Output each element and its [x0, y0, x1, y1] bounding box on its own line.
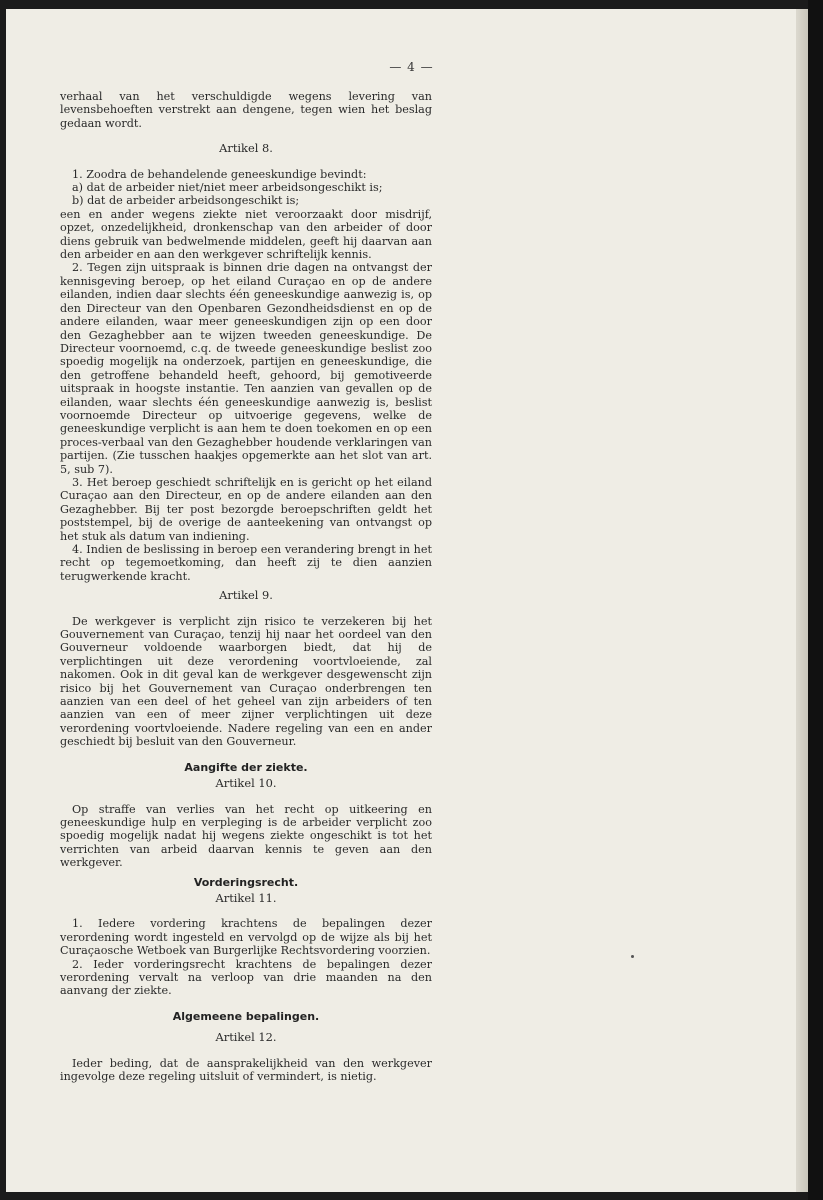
article-8-para-2: 2. Tegen zijn uitspraak is binnen drie dagen na ontvangst der kennisgeving beroep, op het eiland Curaçao en op de andere eilanden, indien daar slechts één geneeskundige aanwezig is, op den Directeur van den Openbaren Gezondheidsdienst en op de andere eilanden, waar meer geneeskundigen zijn op een door den Gezaghebber aan te wijzen tweeden geneeskundige. De Directeur voornoemd, c.q. de tweede geneeskundige beslist zoo spoedig mogelijk na onderzoek, partijen en geneeskundige, die den getroffene behandeld heeft, gehoord, bij gemotiveerde uitspraak in hoogste instantie. Ten aanzien van gevallen op de eilanden, waar slechts één geneeskundige aanwezig is, beslist voornoemde Directeur op uitvoerige gegevens, welke de geneeskundige verplicht is aan hem te doen toekomen en op een proces-verbaal van den Gezaghebber houdende verklaringen van partijen. (Zie tusschen haakjes opgemerkte aan het slot van art. 5, sub 7).: [60, 261, 432, 476]
scan-border: [808, 0, 823, 1200]
article-8-para-3: 3. Het beroep geschiedt schriftelijk en is gericht op het eiland Curaçao aan den Directeur, en op de andere eilanden aan den Gezaghebber. Bij ter post bezorgde beroepschriften geldt het poststempel, bij de overige de aanteekening van ontvangst op het stuk als datum van indiening.: [60, 475, 432, 543]
article-8-item-b: b) dat de arbeider arbeidsongeschikt is;: [72, 194, 300, 208]
page-number: — 4 —: [389, 60, 434, 74]
article-8-title: Artikel 8.: [219, 141, 273, 156]
section-heading-aangifte: Aangifte der ziekte.: [184, 760, 308, 774]
article-8-item-b-cont: een en ander wegens ziekte niet veroorzaakt door misdrijf, opzet, onzedelijkheid, dronkenschap van den arbeider of door diens gebruik van bedwelmende middelen, geeft hij daarvan aan den arbeider en aan den werkgever schriftelijk kennis.: [60, 207, 432, 262]
article-8-para-4: 4. Indien de beslissing in beroep een verandering brengt in het recht op tegemoetkoming, dan heeft zij te dien aanzien terugwerkende kracht.: [60, 543, 432, 583]
text-column: [60, 90, 432, 1083]
article-11-title: Artikel 11.: [215, 890, 277, 905]
article-9-title: Artikel 9.: [219, 588, 273, 603]
article-10-title: Artikel 10.: [215, 776, 277, 791]
article-11-para-2: 2. Ieder vorderingsrecht krachtens de bepalingen dezer verordening vervalt na verloop van drie maanden na den aanvang der ziekte.: [60, 957, 432, 998]
section-heading-vorderingsrecht: Vorderingsrecht.: [193, 875, 299, 889]
intro-paragraph: verhaal van het verschuldigde wegens levering van levensbehoeften verstrekt aan dengene, tegen wien het beslag gedaan wordt.: [60, 90, 432, 130]
article-8-para-1: 1. Zoodra de behandelende geneeskundige bevindt:: [72, 167, 367, 181]
article-11-para-1: 1. Iedere vordering krachtens de bepalingen dezer verordening wordt ingesteld en vervolgd op de wijze als bij het Curaçaosche Wetboek van Burgerlijke Rechtsvordering voorzien.: [60, 917, 432, 958]
paper-speck: [631, 955, 634, 958]
article-9-para-1: De werkgever is verplicht zijn risico te verzekeren bij het Gouvernement van Curaçao, tenzij hij naar het oordeel van den Gouverneur voldoende waarborgen biedt, dat hij de verplichtingen uit deze verordening voortvloeiende, zal nakomen. Ook in dit geval kan de werkgever desgewenscht zijn risico bij het Gouvernement van Curaçao onderbrengen ten aanzien van een deel of het geheel van zijn arbeiders of ten aanzien van een of meer zijner verplichtingen uit deze verordening voortvloeiende. Nadere regeling van een en ander geschiedt bij besluit van den Gouverneur.: [60, 614, 432, 749]
article-10-para-1: Op straffe van verlies van het recht op uitkeering en geneeskundige hulp en verpleging is de arbeider verplicht zoo spoedig mogelijk nadat hij wegens ziekte ongeschikt is tot het verrichten van arbeid daarvan kennis te geven aan den werkgever.: [60, 802, 432, 870]
article-8-item-a: a) dat de arbeider niet/niet meer arbeidsongeschikt is;: [72, 181, 383, 195]
page-edge: [796, 9, 808, 1192]
section-heading-algemeene: Algemeene bepalingen.: [172, 1009, 320, 1023]
article-12-title: Artikel 12.: [215, 1030, 277, 1045]
article-12-para-1: Ieder beding, dat de aansprakelijkheid van den werkgever ingevolge deze regeling uitsluit of vermindert, is nietig.: [60, 1056, 432, 1083]
